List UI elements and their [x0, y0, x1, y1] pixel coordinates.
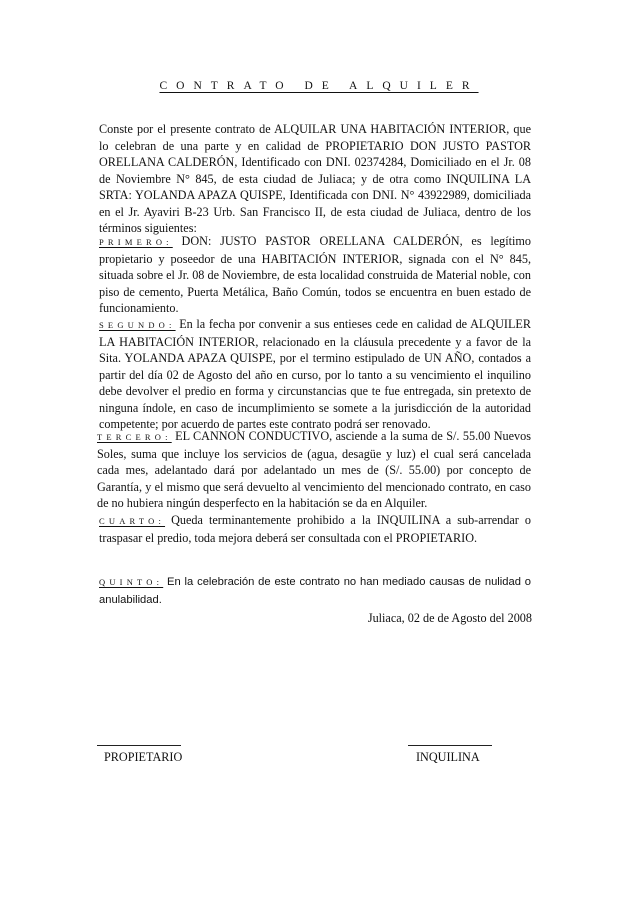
clause-text: DON: JUSTO PASTOR ORELLANA CALDERÓN, es legítimo propietario y poseedor de una HABITACIÓN INTERIOR, signada con el N° 845, situada sobre el Jr. 08 de Noviembre, de esta localidad construida de Material noble, con piso de cemento, Puerta Metálica, Baño Común, todos se encuentra en buen estado de funcionamiento. [99, 234, 531, 315]
clause-segundo [99, 316, 531, 433]
clause-label: PRIMERO: [99, 237, 173, 247]
tenant-signature-label: INQUILINA [416, 750, 480, 764]
clause-tercero [97, 428, 531, 512]
clause-text: EL CANNON CONDUCTIVO, asciende a la suma de S/. 55.00 Nuevos Soles, suma que incluye los servicios de (agua, desagüe y luz) el cual será cancelada cada mes, adelantado dará por adelantado un mes de (S/. 55.00) por concepto de Garantía, y el mismo que será devuelto al vencimiento del mencionado contrato, en caso de no hubiera ningún desperfecto en la habitación se da en Alquiler. [97, 429, 531, 510]
date-line: Juliaca, 02 de de Agosto del 2008 [367, 611, 532, 625]
owner-signature-label: PROPIETARIO [104, 750, 183, 764]
clause-primero [99, 233, 531, 317]
clause-cuarto [99, 512, 531, 546]
clause-label: CUARTO: [99, 516, 166, 526]
clause-text: En la fecha por convenir a sus entieses cede en calidad de ALQUILER LA HABITACIÓN INTERIOR, relacionado en la cláusula precedente y a favor de la Sita. YOLANDA APAZA QUISPE, por el termino estipulado de UN AÑO, contados a partir del día 02 de Agosto del año en curso, por lo tanto a su vencimiento el inquilino debe devolver el predio en forma y circunstancias que te fue entregada, sin pretexto de ninguna índole, en caso de incumplimiento se somete a la jurisdicción de la autoridad competente; por acuerdo de partes este contrato podrá ser renovado. [99, 317, 531, 431]
clause-text: En la celebración de este contrato no han mediado causas de nulidad o anulabilidad. [99, 576, 531, 606]
owner-signature-line [97, 745, 181, 746]
clause-text: Queda terminantemente prohibido a la INQUILINA a sub-arrendar o traspasar el predio, toda mejora deberá ser consultada con el PROPIETARIO. [99, 513, 531, 545]
clause-label: QUINTO: [99, 577, 164, 587]
document-title: CONTRATO DE ALQUILER [159, 80, 479, 92]
clause-label: SEGUNDO: [99, 320, 176, 330]
tenant-signature-line [408, 745, 492, 746]
clause-label: TERCERO: [97, 432, 172, 442]
clause-quinto [99, 573, 531, 608]
intro-paragraph: Conste por el presente contrato de ALQUILAR UNA HABITACIÓN INTERIOR, que lo celebran de una parte y en calidad de PROPIETARIO DON JUSTO PASTOR ORELLANA CALDERÓN, Identificado con DNI. 02374284, Domiciliado en el Jr. 08 de Noviembre N° 845, de esta ciudad de Juliaca; y de otra como INQUILINA LA SRTA: YOLANDA APAZA QUISPE, Identificada con DNI. N° 43922989, domiciliada en el Jr. Ayaviri B-23 Urb. San Francisco II, de esta ciudad de Juliaca, dentro de los términos siguientes: [99, 122, 531, 235]
